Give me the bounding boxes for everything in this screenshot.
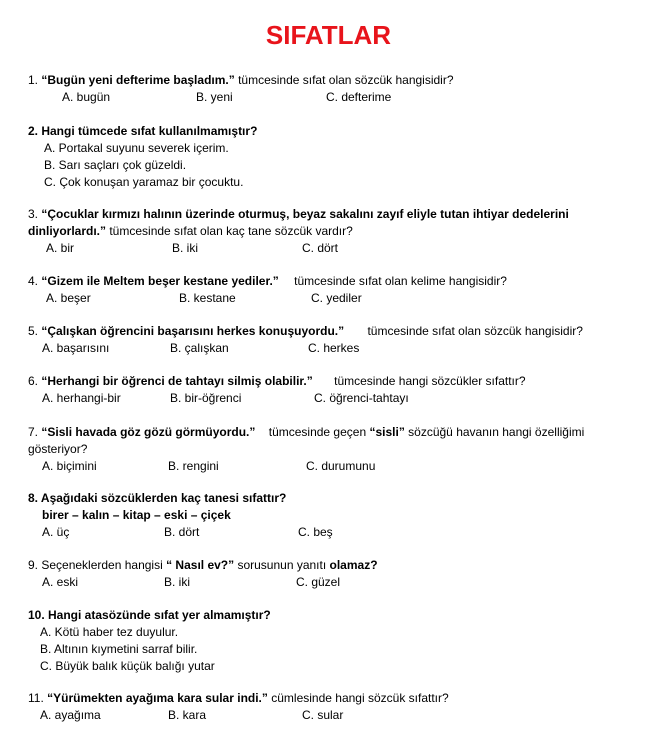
question-number: 4. (28, 274, 39, 288)
question-text: tümcesinde sıfat olan kaç tane sözcük vardır? (106, 224, 353, 238)
option-b: B. yeni (196, 90, 233, 104)
option-a: A. Kötü haber tez duyulur. (40, 625, 179, 639)
question-7 (28, 424, 628, 475)
question-text: cümlesinde hangi sözcük sıfattır? (267, 691, 449, 705)
question-8 (28, 490, 628, 541)
option-c: C. Çok konuşan yaramaz bir çocuktu. (44, 175, 244, 189)
question-10 (28, 607, 628, 675)
question-number: 7. (28, 425, 39, 439)
option-b: B. Altının kıymetini sarraf bilir. (40, 642, 198, 656)
question-quote: “Sisli havada göz gözü görmüyordu.” (41, 425, 256, 439)
option-c: C. öğrenci-tahtayı (314, 391, 409, 405)
question-4 (28, 273, 628, 307)
question-keyword: olamaz? (329, 558, 378, 572)
question-text: 10. Hangi atasözünde sıfat yer almamıştır? (28, 608, 271, 622)
option-b: B. kara (168, 708, 207, 722)
option-a: A. bugün (62, 90, 111, 104)
word-list: birer – kalın – kitap – eski – çiçek (42, 508, 231, 522)
option-a: A. üç (42, 525, 70, 539)
question-quote: “Herhangi bir öğrenci de tahtayı silmiş olabilir.” (41, 374, 313, 388)
question-quote: “Gizem ile Meltem beşer kestane yediler.” (41, 274, 279, 288)
option-c: C. Büyük balık küçük balığı yutar (40, 659, 215, 673)
question-quote: “Çocuklar kırmızı halının üzerinde oturmuş, beyaz sakalını zayıf eliyle tutan ihtiyar dedelerini (41, 207, 569, 221)
question-quote: “ Nasıl ev?” (166, 558, 235, 572)
question-1 (28, 72, 628, 106)
question-quote: “Çalışkan öğrencini başarısını herkes konuşuyordu.” (41, 324, 345, 338)
question-2 (28, 123, 628, 191)
page-title: SIFATLAR (265, 20, 392, 50)
option-c: C. yediler (311, 291, 362, 305)
question-text-line2: gösteriyor? (28, 442, 88, 456)
question-number: 11. (28, 691, 44, 705)
question-text: tümcesinde hangi sözcükler sıfattır? (334, 374, 526, 388)
option-c: C. güzel (296, 575, 341, 589)
question-number: 1. (28, 73, 39, 87)
option-a: A. beşer (46, 291, 91, 305)
question-text: tümcesinde sıfat olan kelime hangisidir? (294, 274, 507, 288)
option-a: A. herhangi-bir (42, 391, 121, 405)
question-6 (28, 373, 628, 407)
question-text: 9. Seçeneklerden hangisi (28, 558, 167, 572)
question-text-cont: sözcüğü havanın hangi özelliğimi (404, 425, 585, 439)
option-a: A. eski (42, 575, 79, 589)
option-b: B. Sarı saçları çok güzeldi. (44, 158, 187, 172)
question-text: tümcesinde geçen (268, 425, 370, 439)
option-c: C. defterime (326, 90, 392, 104)
question-3 (28, 206, 628, 257)
option-b: B. iki (172, 241, 199, 255)
option-b: B. rengini (168, 459, 219, 473)
question-text: tümcesinde sıfat olan sözcük hangisidir? (234, 73, 454, 87)
option-b: B. iki (164, 575, 191, 589)
question-number: 6. (28, 374, 39, 388)
question-quote-cont: dinliyorlardı.” (28, 224, 107, 238)
question-number: 5. (28, 324, 39, 338)
option-b: B. bir-öğrenci (170, 391, 242, 405)
question-11 (28, 690, 628, 724)
option-c: C. durumunu (306, 459, 376, 473)
option-a: A. ayağıma (40, 708, 101, 722)
option-c: C. dört (302, 241, 339, 255)
question-number: 3. (28, 207, 39, 221)
question-quote: “Yürümekten ayağıma kara sular indi.” (47, 691, 268, 705)
question-text: tümcesinde sıfat olan sözcük hangisidir? (367, 324, 583, 338)
question-text: 2. Hangi tümcede sıfat kullanılmamıştır? (28, 124, 258, 138)
option-c: C. herkes (308, 341, 360, 355)
question-text-cont: sorusunun yanıtı (234, 558, 330, 572)
option-a: A. biçimini (42, 459, 97, 473)
option-c: C. sular (302, 708, 344, 722)
question-keyword: “sisli” (369, 425, 405, 439)
option-a: A. Portakal suyunu severek içerim. (44, 141, 229, 155)
option-b: B. çalışkan (170, 341, 229, 355)
option-b: B. kestane (179, 291, 236, 305)
question-5 (28, 323, 628, 357)
option-a: A. bir (46, 241, 75, 255)
question-quote: “Bugün yeni defterime başladım.” (41, 73, 235, 87)
question-text: 8. Aşağıdaki sözcüklerden kaç tanesi sıfattır? (28, 491, 287, 505)
question-9 (28, 557, 628, 591)
option-c: C. beş (298, 525, 333, 539)
option-b: B. dört (164, 525, 200, 539)
option-a: A. başarısını (42, 341, 110, 355)
